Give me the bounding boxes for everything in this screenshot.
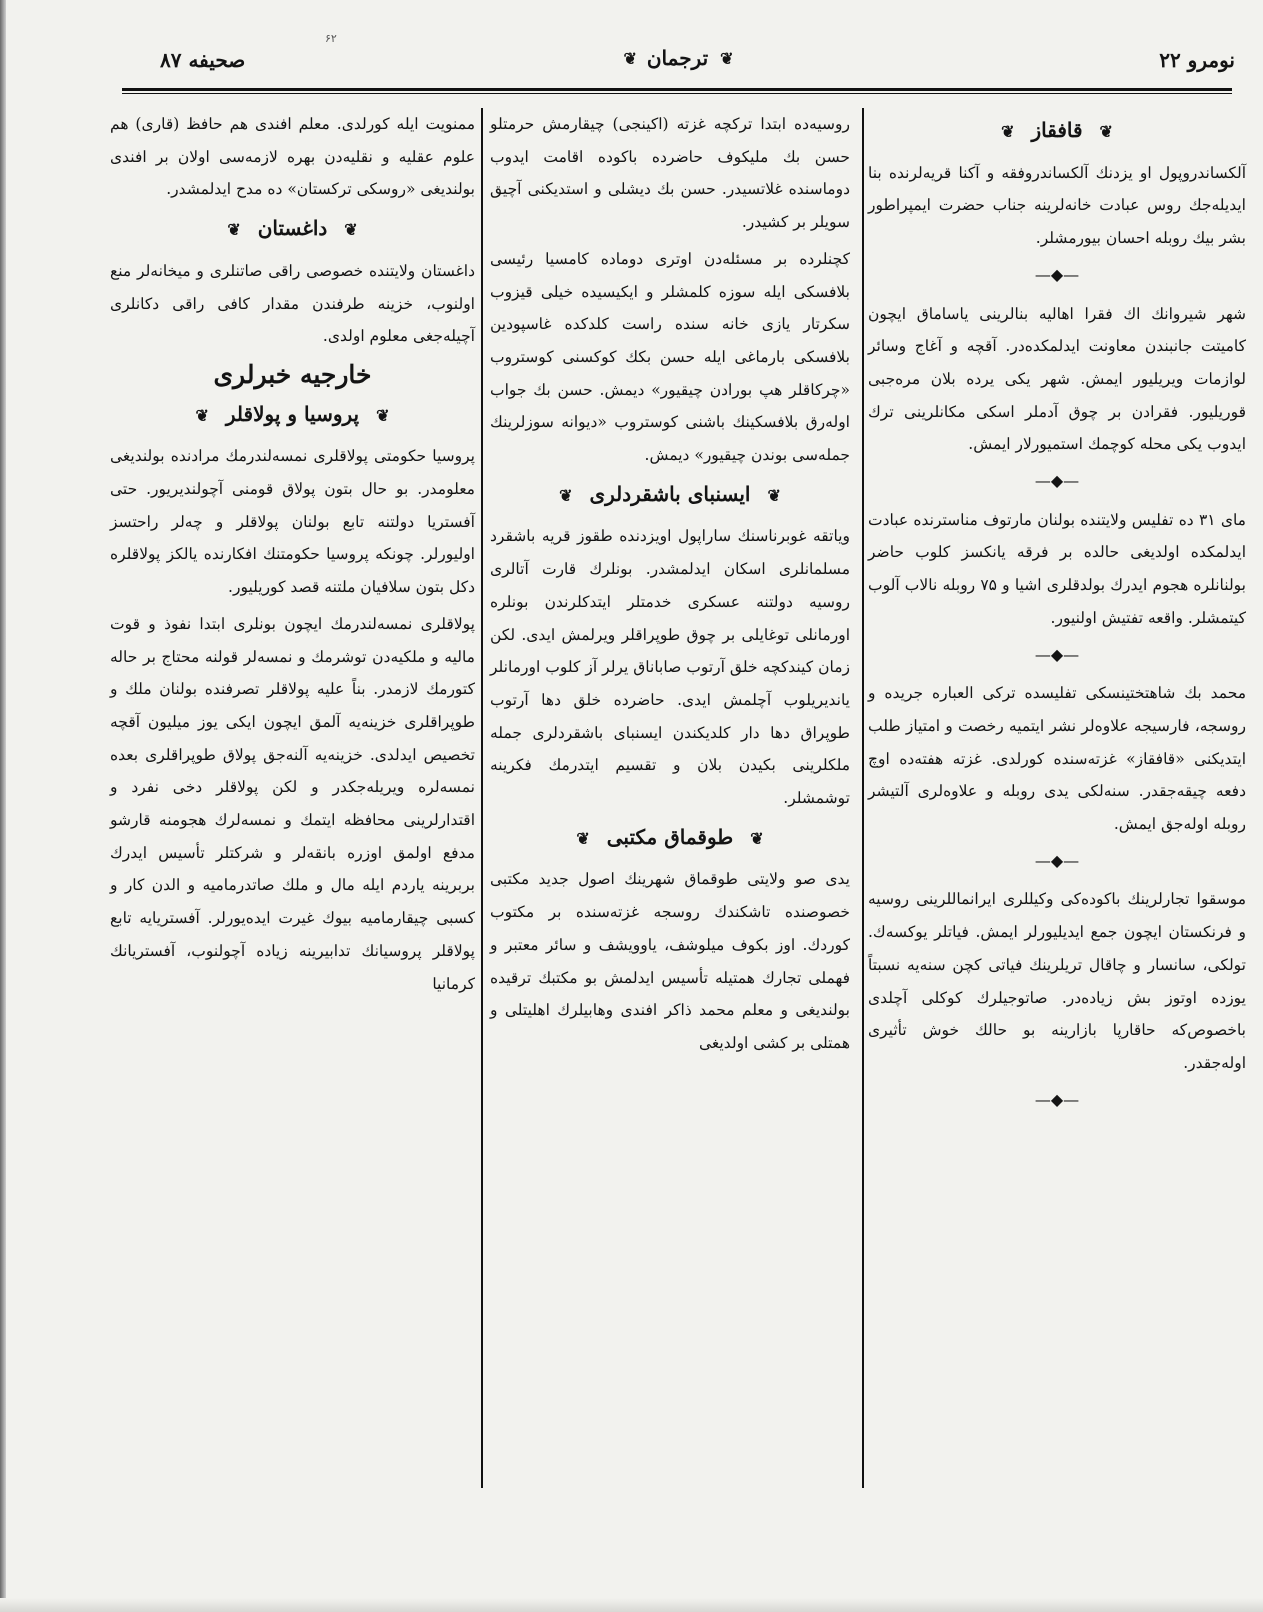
old-page-number: ۶۲ [325,32,337,45]
newspaper-name: ترجمان [646,46,709,70]
scan-edge-shadow [0,0,6,1612]
section-heading [868,114,1246,149]
article-paragraph: موسقوا تجارلرینك باکوده‌کی وکیللری ایرانماللرینی روسیه و فرنکستان ایچون جمع ایدیلیورلر ایمش. فیاتلر یوکسه‌ك. تولکی، سانسار و چاقال تریلرینك فیاتی کچن سنه‌یه نسبتاً یوزده اوتوز بش زیاده‌در. صاتوجیلرك کوکلی آچلدی باخصوص‌که حاقارپا بازارینه بو حالك خوش تأثیری اوله‌جقدر. [868,890,1246,1072]
section-title: طوقماق مکتبی [606,824,734,849]
separator-ornament: —◆— [1034,471,1080,491]
article-paragraph: شهر شیروانك اك فقرا اهالیه بنالرینی یاساماق ایچون کامیتت جانبندن معاونت ایدلمکده‌در. آقچه و آغاج وسائر لوازمات ویریلیور ایمش. شهر یکی یرده بلان مره‌جبی قوریلیور. فقرادن بر چوق آدملر اسکی مکانلرینی ترك ایدوب یکی محله کو‌چمك استمیورلار ایمش. [868,304,1246,454]
section-heading [110,398,475,433]
article-paragraph: داغستان ولایتنده خصوصی راقی صاتنلری و میخانه‌لر منع اولنوب، خزینه طرفندن مقدار کافی راقی دکانلری آچیله‌جغی معلوم اولدی. [110,261,475,346]
header-rule-thin [122,93,1232,94]
fleuron-ornament: ❦ [344,220,358,240]
column-right [868,108,1246,1488]
header-rule [122,88,1232,91]
section-heading [490,478,850,513]
separator-ornament: —◆— [1034,644,1080,664]
column-middle [490,108,850,1488]
section-title: پروسیا و پولاقلر [225,401,360,426]
article-paragraph: مای ۳۱ ده تفلیس ولایتنده بولنان مارتوف مناسترنده عبادت ایدلمکده اولدیغی حالده بر فرقه یانکسز کلوب حاضر بولنانلره هجوم ایدرك بولدقلری اشیا و ۷۵ روبله نالاب آلوب کیتمشلر. واقعه تفتیش اولنیور. [868,510,1246,627]
fleuron-ornament: ❦ [1099,122,1113,141]
section-title: داغستان [257,216,328,241]
article-paragraph: ویاتقه غوبرناسنك ساراپول اویزدنده طقوز قریه باشقرد مسلمانلری اسکان ایدلمشدر. بونلرك قارت آتالری روسیه دولتنه عسکری خدمتلر ایتدکلرندن بونلره اورمانلی توغایلی بر چوق طوپراقلر ویرلمش ایدی. لکن زمان کیندکچه خلق آرتوب صاباناق یرلر آز کلوب اورمانلر یاندیریلوب آچلمش ایدی. حاضرده خلق دها آرتوب طوپراق دها دار کلدیکندن ایسنبای باشقردلری جمله ملکلرینی بکیدن بلان و تقسیم ایتدرمك فکرینه توشمشلر. [490,527,850,808]
newspaper-title [623,46,731,70]
fleuron-ornament: ❦ [750,828,764,848]
foreign-news-heading: خارجیه خبرلری [213,359,372,389]
article-paragraph: ممنویت ایله کورلدی. معلم افندی هم حافظ (قاری) هم علوم عقلیه و نقلیه‌دن بهره لازمه‌سی اولان بر افندی بولندیغی «روسکی ترکستان» ده مدح ایدلمشدر. [110,115,475,199]
column-divider [862,108,864,1488]
separator-ornament: —◆— [1034,264,1080,284]
column-divider [481,108,483,1488]
article-paragraph: کچنلرده بر مسئله‌دن اوتری دوماده کامسیا رئیسی بلافسکی ایله سوزه کلمشلر و ایکیسیده خیلی قیزوب سکرتار یازی خانه سنده راست کلدکده غاسپودین بلافسکی بارماغی ایله حسن بکك کوکسنی کوستروب «چرکاقلر هپ بورادن چیقیور» دیمش. حسن بك جواب اوله‌رق بلافسکینك باشنی کوستروب «دیوانه سوزلرینك جمله‌سی بوندن چیقیور» دیمش. [490,249,850,465]
article-paragraph: یدی صو ولایتی طوقماق شهرینك اصول جدید مکتبی خصوصنده تاشکندك روسجه غزته‌سنده بر مکتوب کوردك. اوز بکوف میلوشف، یاوویشف و سائر معتبر و فهملی تجارك همتیله تأسیس ایدلمش بو مکتبك ترقیده بولندیغی و معلم محمد ذاکر افندی وهابیلرك اهلیتلی و همتلی بر کشی اولدیغی [490,870,850,1052]
column-left [110,108,475,1488]
fleuron-ornament: ❦ [623,48,635,68]
fleuron-ornament: ❦ [1001,122,1015,141]
separator-ornament: —◆— [1034,1089,1080,1109]
masthead [120,32,1235,78]
article-paragraph: روسیه‌ده ابتدا ترکچه غزته (اکینجی) چیقارمش حرمتلو حسن بك ملیکوف حاضرده باکوده اقامت ایدوب دوماسنده غلاتسیدر. حسن بك دیشلی و استدیکنی آچیق سویلر بر کشیدر. [490,115,850,232]
page-number: صحیفه ۸۷ [160,48,246,72]
article-paragraph: محمد بك شاهتختینسکی تفلیسده ترکی العباره جریده و روسجه، فارسیجه علاوه‌لر نشر ایتمیه رخصت و امتیاز طلب ایتدیکنی «قافقاز» غزته‌سنده کورلدی. غزته هفته‌ده اوچ دفعه چیقه‌جقدر. سنه‌لکی یدی روبله و علاوه‌لری آلتیشر روبله اوله‌جق ایمش. [868,684,1246,834]
fleuron-ornament: ❦ [195,405,209,425]
article-paragraph: پروسیا حکومتی پولاقلری نمسه‌لندرمك مرادنده بولندیغی معلومدر. بو حال بتون پولاق قومنی آچولندیریور. حتی آفستریا دولتنه تابع بولنان پولاقلر و چه‌لر راحتسز اولیورلر. چونکه پروسیا حکومتنك افکارنده یالکز پولاقلره دکل بتون سلافیان ملتنه قصد کوریلیور. [110,447,475,597]
section-heading [490,821,850,856]
section-title: ایسنبای باشقردلری [589,481,751,506]
fleuron-ornament: ❦ [720,48,732,68]
section-title: قافقاز [1031,118,1083,142]
fleuron-ornament: ❦ [767,485,781,505]
fleuron-ornament: ❦ [559,485,573,505]
article-paragraph: پولاقلری نمسه‌لندرمك ایچون بونلری ابتدا نفوذ و قوت مالیه و ملکیه‌دن توشرمك و نمسه‌لر قولنه محتاج بر حاله کتورمك لازمدر. بناً علیه پولاقلر تصرفنده بولنان ملك و طوپراقلری خزینه‌یه آلمق ایچون ایکی یوز میلیون آقچه تخصیص ایدلدی. خزینه‌یه آلنه‌جق پولاق طوپراقلری بعده نمسه‌لره ویریله‌جکدر و لکن پولاقلر دخی نفرد و اقتدارلرینی محافظه ایتمك و نمسه‌لرك هجومنه قارشو مدفع اولمق اوزره بانقه‌لر و شرکتلر تأسیس ایدرك بربرینه یاردم ایله مال و ملك صاتدرمامیه و الدن کار و کسبی چیقارمامیه بیوك غیرت ایده‌یورلر. آفستریایه تابع پولاقلر پروسیانك تدابیرینه زیاده آچولنوب، آفستریانك کرمانیا [110,614,475,993]
fleuron-ornament: ❦ [376,405,390,425]
article-paragraph: آلکساندروپول او یزدنك آلکساندروفقه و آکنا قریه‌لرنده بنا ایدیله‌جك روس عبادت خانه‌لرینه جناب حضرت ایمپراطور بشر بیك روبله احسان بیورمشلر. [868,163,1246,248]
fleuron-ornament: ❦ [227,220,241,240]
fleuron-ornament: ❦ [576,828,590,848]
separator-ornament: —◆— [1034,850,1080,870]
scan-bottom-shade [0,1598,1263,1612]
issue-number: نومرو ۲۲ [1159,48,1235,72]
section-heading [110,212,475,247]
